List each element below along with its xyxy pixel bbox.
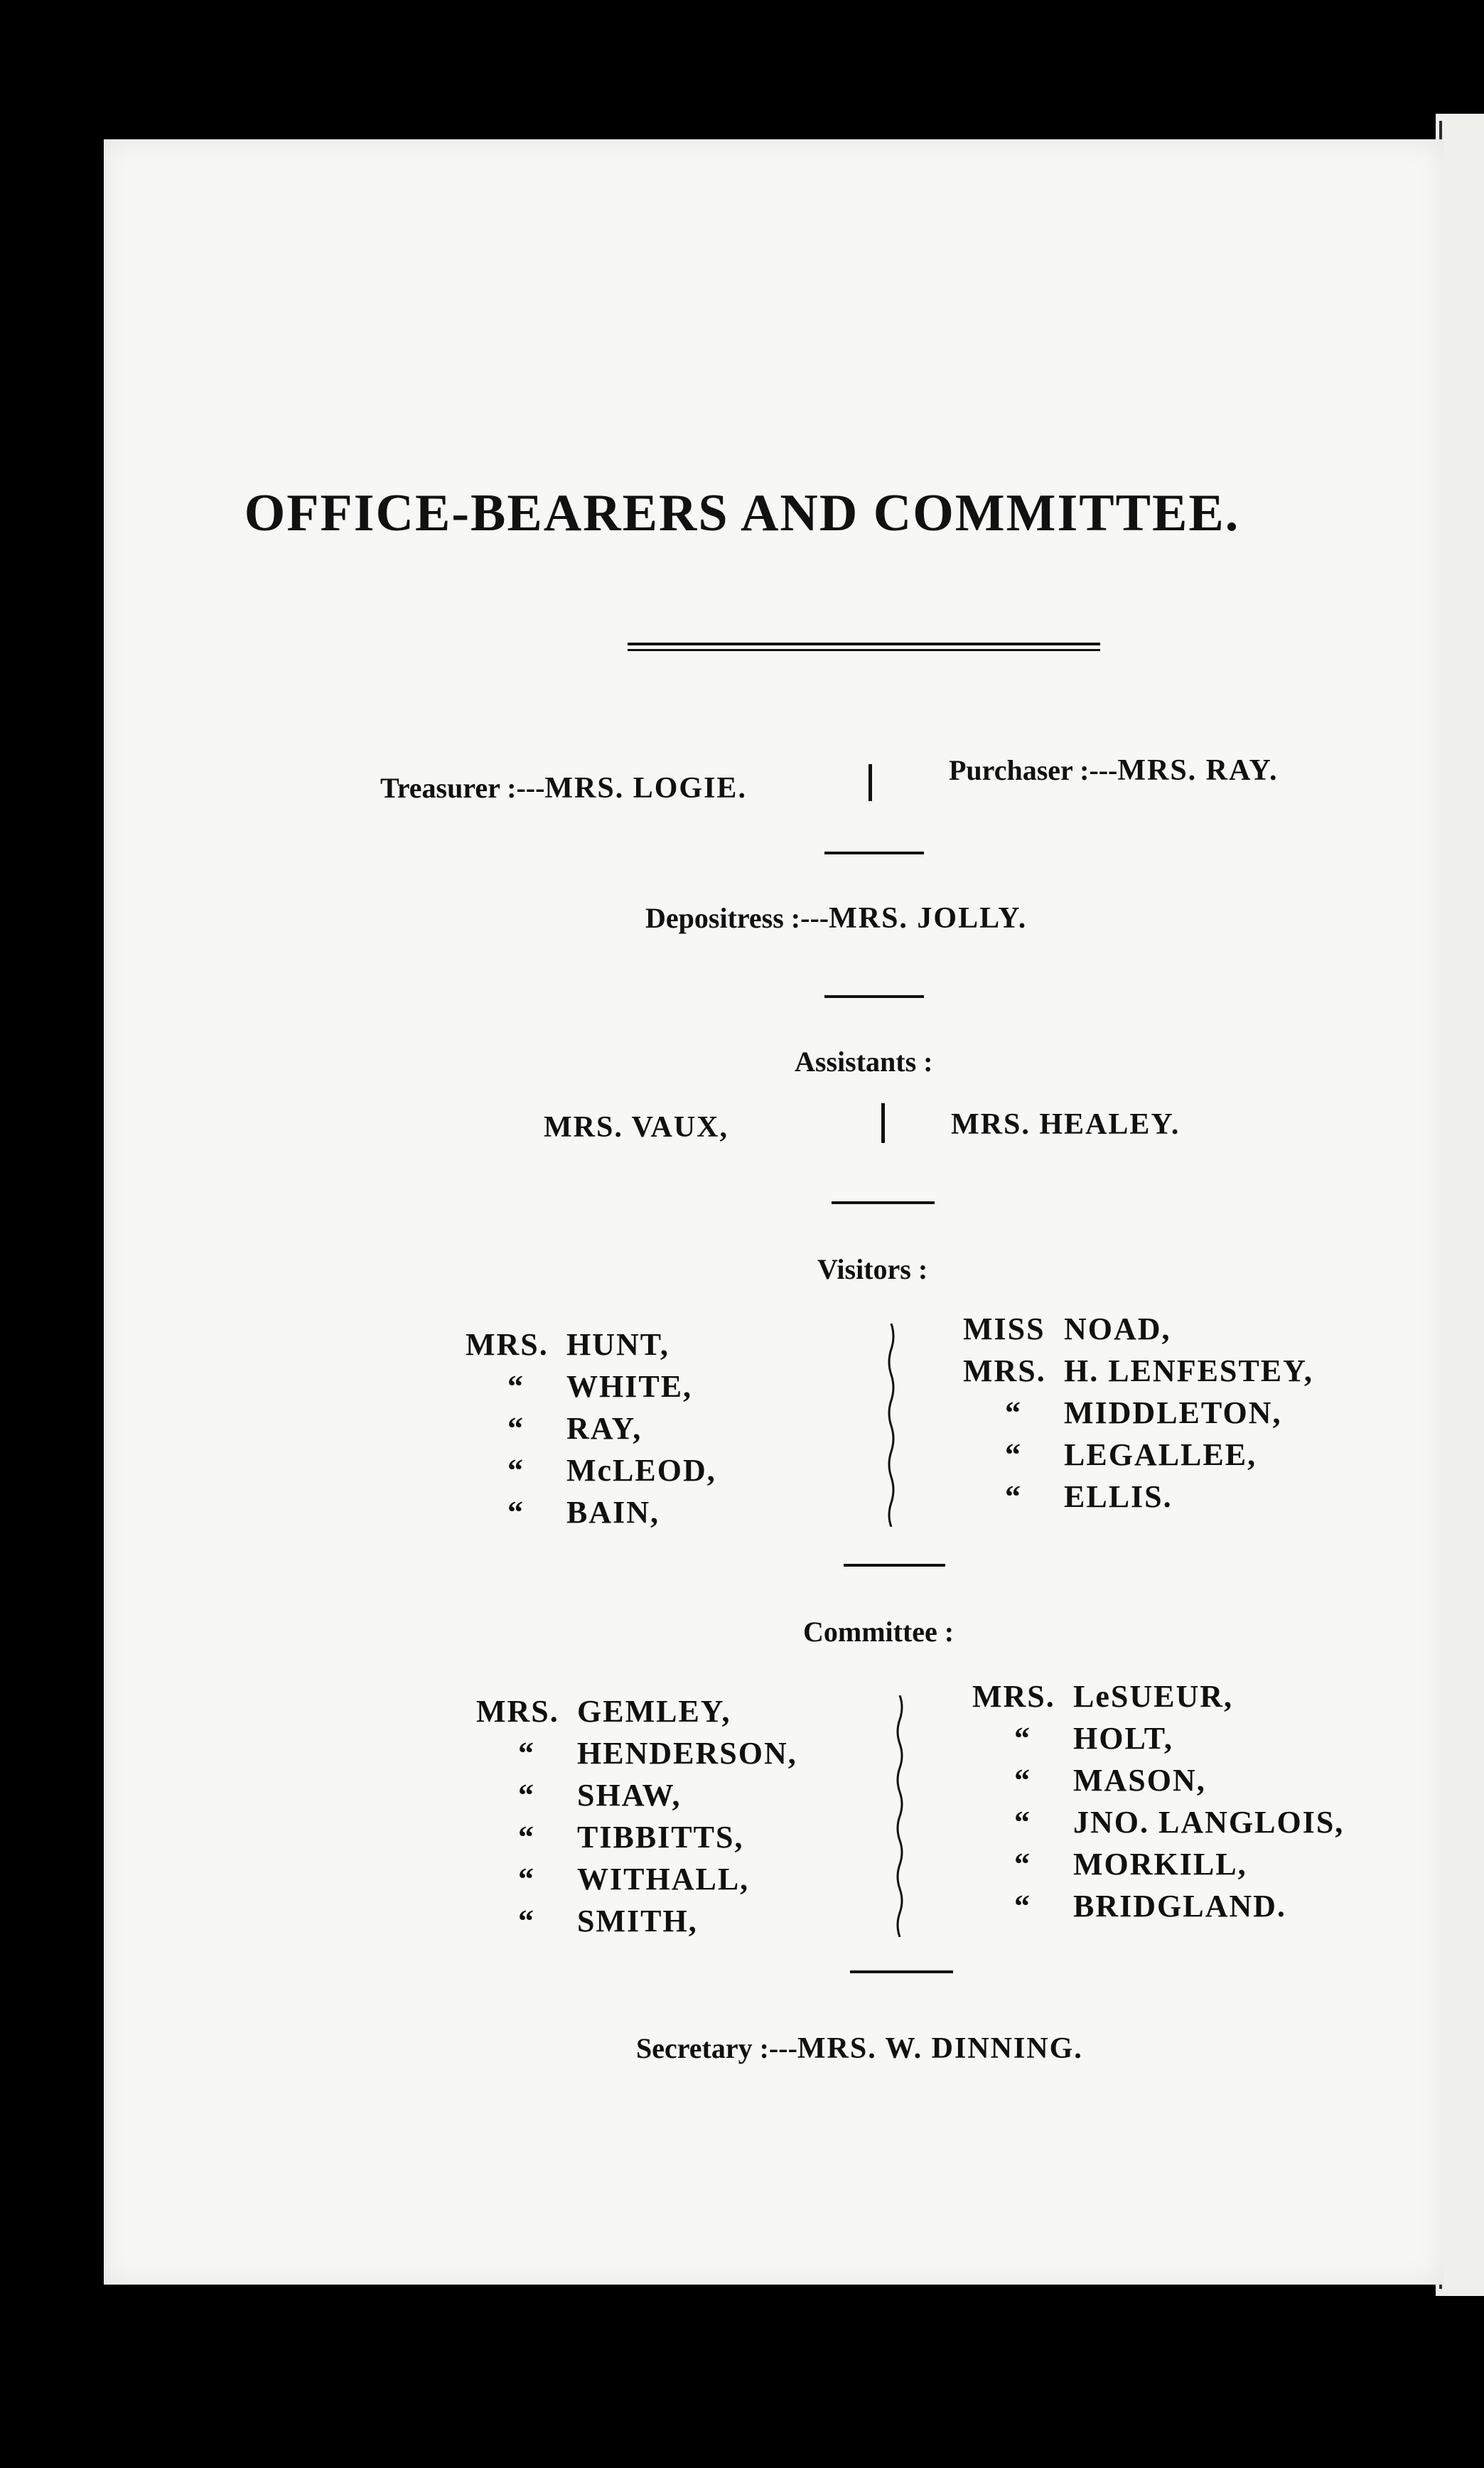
assistants-heading: Assistants : xyxy=(795,1046,933,1078)
name-prefix: “ xyxy=(507,1453,525,1488)
member-name: WITHALL, xyxy=(577,1862,750,1896)
section-rule xyxy=(844,1564,945,1567)
member-name: SMITH, xyxy=(577,1904,698,1938)
member-name: NOAD, xyxy=(1064,1311,1171,1346)
name-prefix: “ xyxy=(518,1820,535,1855)
name-row xyxy=(963,1308,1313,1350)
title-double-rule xyxy=(628,643,1100,651)
member-name: WHITE, xyxy=(566,1369,693,1404)
member-name: LeSUEUR, xyxy=(1073,1679,1234,1714)
name-prefix: “ xyxy=(1005,1479,1022,1514)
name-row xyxy=(963,1350,1313,1392)
name-prefix: “ xyxy=(1014,1763,1031,1798)
member-name: HUNT, xyxy=(566,1327,670,1362)
document-page xyxy=(104,139,1443,2285)
name-prefix: “ xyxy=(1014,1721,1031,1756)
name-prefix: “ xyxy=(1014,1805,1031,1840)
member-name: LEGALLEE, xyxy=(1064,1437,1257,1472)
depositress-line xyxy=(645,901,1027,935)
name-row xyxy=(476,1774,797,1816)
committee-left-column xyxy=(476,1690,797,1942)
assistants-divider xyxy=(881,1103,885,1143)
name-row xyxy=(963,1392,1313,1434)
name-row xyxy=(466,1324,716,1366)
name-row xyxy=(466,1366,716,1407)
member-name: RAY, xyxy=(566,1411,642,1446)
name-row xyxy=(972,1717,1344,1759)
assistant-right: MRS. HEALEY. xyxy=(951,1108,1181,1141)
member-name: McLEOD, xyxy=(566,1453,716,1488)
member-name: JNO. LANGLOIS, xyxy=(1073,1805,1345,1840)
name-prefix: MRS. xyxy=(963,1353,1046,1388)
visitors-right-column xyxy=(963,1308,1313,1518)
name-prefix: MRS. xyxy=(972,1679,1055,1714)
name-row xyxy=(972,1843,1344,1885)
section-rule xyxy=(824,852,924,854)
name-prefix: “ xyxy=(1005,1437,1022,1472)
purchaser-line xyxy=(949,753,1278,788)
name-row xyxy=(476,1690,797,1732)
name-prefix: “ xyxy=(518,1862,535,1896)
member-name: HENDERSON, xyxy=(577,1736,797,1771)
committee-right-column xyxy=(972,1675,1344,1927)
assistant-left: MRS. VAUX, xyxy=(544,1111,728,1144)
member-name: ELLIS. xyxy=(1064,1479,1173,1514)
name-prefix: “ xyxy=(1014,1889,1031,1924)
secretary-line xyxy=(636,2032,1083,2066)
name-row xyxy=(476,1732,797,1774)
member-name: HOLT, xyxy=(1073,1721,1173,1756)
purchaser-name: MRS. RAY. xyxy=(1117,754,1279,787)
secretary-label: Secretary :--- xyxy=(636,2032,797,2064)
name-row xyxy=(972,1759,1344,1801)
name-prefix: “ xyxy=(518,1904,535,1938)
depositress-label: Depositress :--- xyxy=(645,902,829,934)
section-rule xyxy=(824,995,924,998)
committee-heading: Committee : xyxy=(803,1616,955,1648)
member-name: MIDDLETON, xyxy=(1064,1395,1282,1430)
visitors-wavy-divider xyxy=(886,1324,897,1527)
name-prefix: MRS. xyxy=(466,1327,549,1362)
secretary-name: MRS. W. DINNING. xyxy=(797,2032,1083,2065)
name-prefix: MISS xyxy=(963,1311,1045,1346)
name-prefix: “ xyxy=(507,1369,525,1404)
treasurer-purchaser-divider xyxy=(869,764,872,801)
section-rule xyxy=(850,1970,953,1973)
name-row xyxy=(466,1491,716,1533)
name-row xyxy=(972,1675,1344,1717)
name-prefix: “ xyxy=(1005,1395,1022,1430)
purchaser-label: Purchaser :--- xyxy=(949,754,1118,786)
member-name: MORKILL, xyxy=(1073,1847,1247,1882)
name-row xyxy=(466,1407,716,1449)
visitors-left-column xyxy=(466,1324,716,1533)
treasurer-line xyxy=(380,771,747,805)
member-name: SHAW, xyxy=(577,1778,682,1813)
member-name: BAIN, xyxy=(566,1495,660,1530)
depositress-name: MRS. JOLLY. xyxy=(829,902,1028,935)
name-prefix: “ xyxy=(507,1411,525,1446)
name-prefix: “ xyxy=(1014,1847,1031,1882)
committee-wavy-divider xyxy=(894,1695,905,1937)
name-row xyxy=(972,1801,1344,1843)
name-row xyxy=(963,1434,1313,1476)
member-name: BRIDGLAND. xyxy=(1073,1889,1286,1924)
name-row xyxy=(476,1858,797,1900)
name-row xyxy=(963,1476,1313,1518)
name-prefix: MRS. xyxy=(476,1694,559,1729)
member-name: GEMLEY, xyxy=(577,1694,731,1729)
treasurer-name: MRS. LOGIE. xyxy=(544,772,747,805)
name-row xyxy=(972,1885,1344,1927)
name-row xyxy=(476,1900,797,1942)
name-prefix: “ xyxy=(518,1736,535,1771)
member-name: MASON, xyxy=(1073,1763,1206,1798)
member-name: H. LENFESTEY, xyxy=(1064,1353,1313,1388)
name-prefix: “ xyxy=(507,1495,525,1530)
page-title: OFFICE-BEARERS AND COMMITTEE. xyxy=(244,484,1240,542)
name-prefix: “ xyxy=(518,1778,535,1813)
section-rule xyxy=(832,1201,935,1204)
visitors-heading: Visitors : xyxy=(817,1253,928,1285)
treasurer-label: Treasurer :--- xyxy=(380,772,545,804)
member-name: TIBBITTS, xyxy=(577,1820,744,1855)
name-row xyxy=(476,1816,797,1858)
name-row xyxy=(466,1449,716,1491)
